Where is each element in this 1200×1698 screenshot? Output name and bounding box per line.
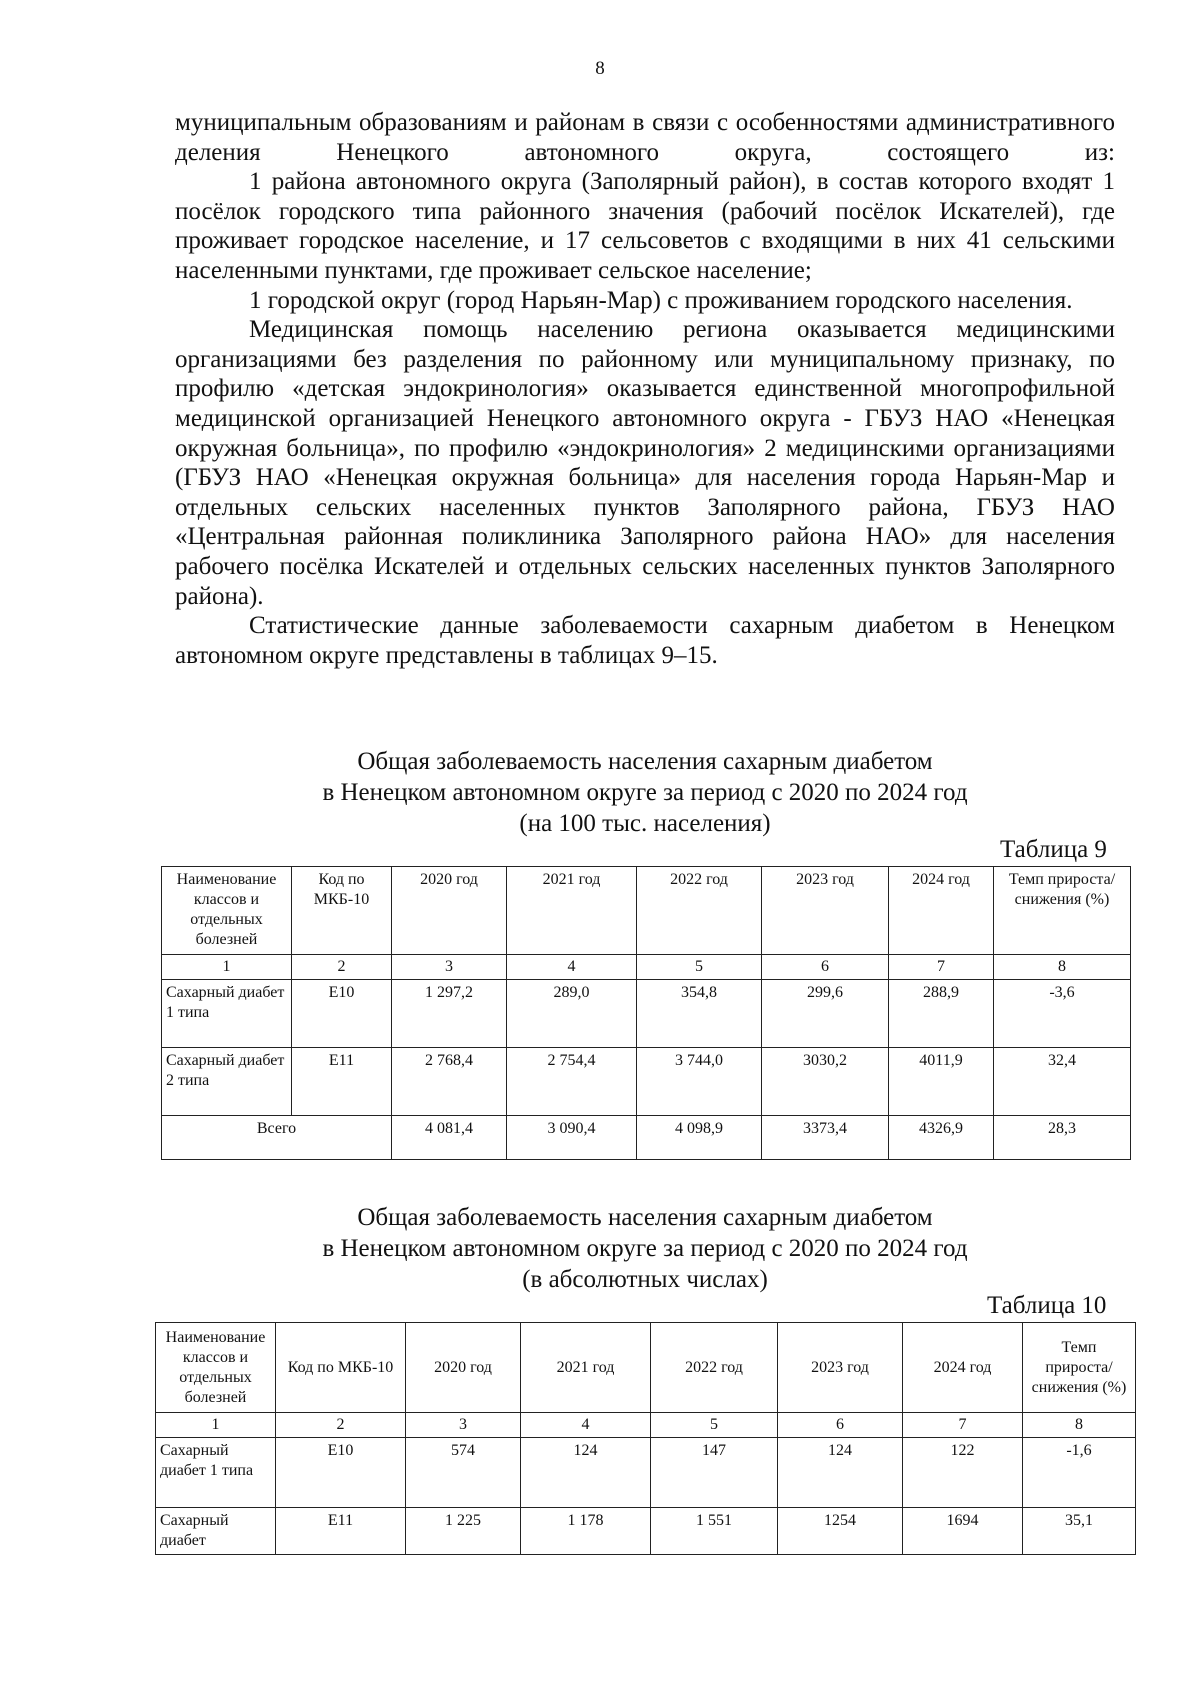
table10-row2-2021: 1 178: [521, 1508, 651, 1555]
paragraph-1: муниципальным образованиям и районам в связи с особенностями административного деления Ненецкого автономного округа, состоящего из:: [175, 109, 1115, 166]
table9-label: Таблица 9: [1000, 836, 1107, 863]
table-row: [156, 1438, 1136, 1508]
table10-row2-rate: 35,1: [1023, 1508, 1136, 1555]
table10-row2-2023: 1254: [778, 1508, 903, 1555]
table9-header-rate: Темп прироста/ снижения (%): [994, 867, 1131, 955]
table10-label: Таблица 10: [987, 1292, 1107, 1319]
table9-header-row: [162, 867, 1131, 955]
table9-number-row: [162, 955, 1131, 980]
table9-row2-2022: 3 744,0: [637, 1048, 762, 1116]
table9-total-2023: 3373,4: [762, 1116, 889, 1160]
paragraph-3: 1 городской округ (город Нарьян-Мар) с проживанием городского населения.: [249, 286, 1073, 314]
table9-colnum: 8: [994, 955, 1131, 980]
table10-row1-2024: 122: [903, 1438, 1023, 1508]
table9-total-2024: 4326,9: [889, 1116, 994, 1160]
paragraph-2: 1 района автономного округа (Заполярный район), в состав которого входят 1 посёлок городского типа районного значения (рабочий посёлок Искателей), где проживает городское население, и 17 сельсоветов с входящими в них 41 сельскими населенными пунктами, где проживает сельское население;: [175, 168, 1115, 284]
table9-colnum: 7: [889, 955, 994, 980]
table9-total-label: Всего: [162, 1116, 392, 1160]
table9-header-code: Код по МКБ-10: [292, 867, 392, 955]
table9-caption-line2: в Ненецком автономном округе за период с 2020 по 2024 год: [322, 779, 968, 806]
table9-header-2022: 2022 год: [637, 867, 762, 955]
table10-row1-2022: 147: [651, 1438, 778, 1508]
table9-caption-line1: Общая заболеваемость населения сахарным диабетом: [357, 748, 933, 775]
table10-caption-line3: (в абсолютных числах): [522, 1266, 768, 1293]
table10: [155, 1322, 1136, 1555]
table9: [161, 866, 1131, 1160]
table-row: [156, 1508, 1136, 1555]
table10-header-row: [156, 1323, 1136, 1413]
table10-row1-2020: 574: [406, 1438, 521, 1508]
body-text: [175, 108, 1115, 670]
table9-row1-2024: 288,9: [889, 980, 994, 1048]
table10-caption: [0, 1202, 1200, 1295]
table9-row2-name: Сахарный диабет 2 типа: [162, 1048, 292, 1116]
page-number: 8: [595, 58, 605, 79]
table10-header-2020: 2020 год: [406, 1323, 521, 1413]
table9-colnum: 2: [292, 955, 392, 980]
table9-row1-name: Сахарный диабет 1 типа: [162, 980, 292, 1048]
table9-header-2023: 2023 год: [762, 867, 889, 955]
table9-total-2022: 4 098,9: [637, 1116, 762, 1160]
table10-header-2023: 2023 год: [778, 1323, 903, 1413]
table10-header-2022: 2022 год: [651, 1323, 778, 1413]
table10-number-row: [156, 1413, 1136, 1438]
table9-colnum: 6: [762, 955, 889, 980]
table9-total-2020: 4 081,4: [392, 1116, 507, 1160]
table10-caption-line2: в Ненецком автономном округе за период с 2020 по 2024 год: [322, 1235, 968, 1262]
table9-colnum: 5: [637, 955, 762, 980]
table10-row1-code: E10: [276, 1438, 406, 1508]
table10-colnum: 6: [778, 1413, 903, 1438]
table9-colnum: 3: [392, 955, 507, 980]
table9-header-2024: 2024 год: [889, 867, 994, 955]
table10-colnum: 7: [903, 1413, 1023, 1438]
table10-row2-2022: 1 551: [651, 1508, 778, 1555]
table-row: [162, 1048, 1131, 1116]
table9-row1-2020: 1 297,2: [392, 980, 507, 1048]
table9-row1-2022: 354,8: [637, 980, 762, 1048]
paragraph-4: Медицинская помощь населению региона оказывается медицинскими организациями без разделения по районному или муниципальному признаку, по профилю «детская эндокринология» оказывается единственной многопрофильной медицинской организацией Ненецкого автономного округа - ГБУЗ НАО «Ненецкая окружная больница», по профилю «эндокринология» 2 медицинскими организациями (ГБУЗ НАО «Ненецкая окружная больница» для населения города Нарьян-Мар и отдельных сельских населенных пунктов Заполярного района, ГБУЗ НАО «Центральная районная поликлиника Заполярного района НАО» для населения рабочего посёлка Искателей и отдельных сельских населенных пунктов Заполярного района).: [175, 316, 1115, 610]
table10-colnum: 5: [651, 1413, 778, 1438]
table9-row2-2021: 2 754,4: [507, 1048, 637, 1116]
table10-header-2021: 2021 год: [521, 1323, 651, 1413]
table9-row1-rate: -3,6: [994, 980, 1131, 1048]
table9-row1-2023: 299,6: [762, 980, 889, 1048]
table9-row2-2020: 2 768,4: [392, 1048, 507, 1116]
paragraph-5: Статистические данные заболеваемости сахарным диабетом в Ненецком автономном округе представлены в таблицах 9–15.: [175, 612, 1115, 669]
table9-total-2021: 3 090,4: [507, 1116, 637, 1160]
table-row: [162, 980, 1131, 1048]
table9-row1-code: E10: [292, 980, 392, 1048]
table9-row2-code: E11: [292, 1048, 392, 1116]
table10-colnum: 8: [1023, 1413, 1136, 1438]
table9-total-row: [162, 1116, 1131, 1160]
table10-row2-2020: 1 225: [406, 1508, 521, 1555]
table9-caption-line3: (на 100 тыс. населения): [519, 810, 771, 837]
table10-header-2024: 2024 год: [903, 1323, 1023, 1413]
table10-row2-name: Сахарный диабет: [156, 1508, 276, 1555]
table10-row1-2021: 124: [521, 1438, 651, 1508]
table10-row2-2024: 1694: [903, 1508, 1023, 1555]
table9-header-2020: 2020 год: [392, 867, 507, 955]
table9-caption: [0, 746, 1200, 839]
table10-row2-code: E11: [276, 1508, 406, 1555]
table10-colnum: 3: [406, 1413, 521, 1438]
table10-row1-name: Сахарный диабет 1 типа: [156, 1438, 276, 1508]
table10-header-rate: Темп прироста/ снижения (%): [1023, 1323, 1136, 1413]
table10-row1-rate: -1,6: [1023, 1438, 1136, 1508]
table9-colnum: 1: [162, 955, 292, 980]
table9-row2-2024: 4011,9: [889, 1048, 994, 1116]
table9-row2-2023: 3030,2: [762, 1048, 889, 1116]
table10-colnum: 1: [156, 1413, 276, 1438]
table10-header-code: Код по МКБ-10: [276, 1323, 406, 1413]
table10-row1-2023: 124: [778, 1438, 903, 1508]
table9-header-name: Наименование классов и отдельных болезней: [162, 867, 292, 955]
table9-row2-rate: 32,4: [994, 1048, 1131, 1116]
table9-total-rate: 28,3: [994, 1116, 1131, 1160]
table10-colnum: 4: [521, 1413, 651, 1438]
table9-colnum: 4: [507, 955, 637, 980]
table10-header-name: Наименование классов и отдельных болезней: [156, 1323, 276, 1413]
table10-caption-line1: Общая заболеваемость населения сахарным диабетом: [357, 1204, 933, 1231]
table9-row1-2021: 289,0: [507, 980, 637, 1048]
table10-colnum: 2: [276, 1413, 406, 1438]
table9-header-2021: 2021 год: [507, 867, 637, 955]
